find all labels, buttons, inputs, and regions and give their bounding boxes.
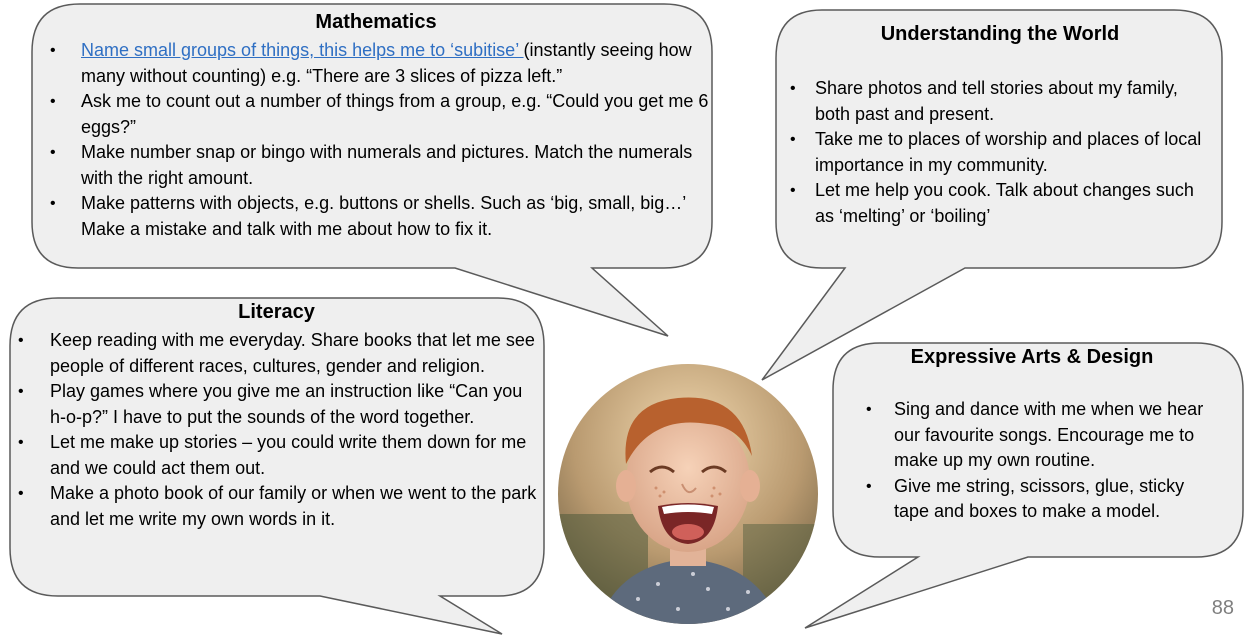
bullet: • (18, 383, 24, 400)
list-item (842, 474, 1222, 525)
bullet: • (50, 195, 56, 212)
bullet: • (18, 485, 24, 502)
literacy-section (14, 300, 539, 532)
list-item-text: Give me string, scissors, glue, sticky tape and boxes to make a model. (894, 475, 1185, 521)
list-item (42, 89, 710, 140)
literacy-title: Literacy (238, 301, 315, 323)
list-item-text: Make a photo book of our family or when we went to the park and let me write my own words in it. (50, 483, 537, 529)
list-item-text: Take me to places of worship and places of local importance in my community. (815, 129, 1202, 175)
list-item (842, 397, 1222, 474)
list-item-text: Make number snap or bingo with numerals and pictures. Match the numerals with the right amount. (81, 142, 693, 188)
list-item (42, 191, 710, 242)
child-photo (558, 364, 818, 624)
bullet: • (790, 131, 796, 148)
bullet: • (50, 93, 56, 110)
bullet: • (790, 80, 796, 97)
bullet: • (790, 182, 796, 199)
bullet: • (18, 434, 24, 451)
expressive-arts-section (842, 345, 1222, 525)
list-item-text: Keep reading with me everyday. Share books that let me see people of different races, cultures, gender and religion. (50, 330, 535, 376)
list-item-text: Make patterns with objects, e.g. buttons or shells. Such as ‘big, small, big…’ Make a mistake and talk with me about how to fix it. (81, 193, 686, 239)
list-item (790, 178, 1210, 229)
list-item-text: Play games where you give me an instruction like “Can you h-o-p?” I have to put the sounds of the word together. (50, 381, 523, 427)
list-item-text: Let me help you cook. Talk about changes such as ‘melting’ or ‘boiling’ (815, 180, 1194, 226)
mathematics-section (42, 10, 710, 242)
list-item-text: Ask me to count out a number of things from a group, e.g. “Could you get me 6 eggs?” (81, 91, 709, 137)
understanding-world-title: Understanding the World (880, 23, 1120, 45)
expressive-arts-list (842, 397, 1222, 525)
list-item (14, 379, 539, 430)
list-item (42, 38, 710, 89)
list-item-text: Share photos and tell stories about my family, both past and present. (815, 78, 1178, 124)
bullet: • (18, 332, 24, 349)
list-item (14, 430, 539, 481)
understanding-world-section (790, 22, 1210, 229)
list-item-text: Let me make up stories – you could write them down for me and we could act them out. (50, 432, 527, 478)
list-item (14, 328, 539, 379)
list-item (14, 481, 539, 532)
list-item (42, 140, 710, 191)
understanding-world-list (790, 76, 1210, 229)
list-item-text: Sing and dance with me when we hear our favourite songs. Encourage me to make up my own routine. (894, 399, 1204, 470)
bullet: • (50, 42, 56, 59)
bullet: • (866, 477, 872, 495)
laughing-child-image (558, 364, 818, 624)
page-number: 88 (1211, 597, 1234, 619)
bullet: • (50, 144, 56, 161)
bullet: • (866, 401, 872, 418)
list-item (790, 127, 1210, 178)
subitise-link[interactable]: Name small groups of things, this helps me to ‘subitise’ (81, 40, 524, 60)
expressive-arts-title: Expressive Arts & Design (910, 346, 1154, 368)
list-item (790, 76, 1210, 127)
mathematics-list (42, 38, 710, 242)
literacy-list (14, 328, 539, 532)
list-item-text: (instantly seeing how many without counting) e.g. “There are 3 slices of pizza left.” (81, 40, 692, 86)
mathematics-title: Mathematics (315, 11, 437, 33)
